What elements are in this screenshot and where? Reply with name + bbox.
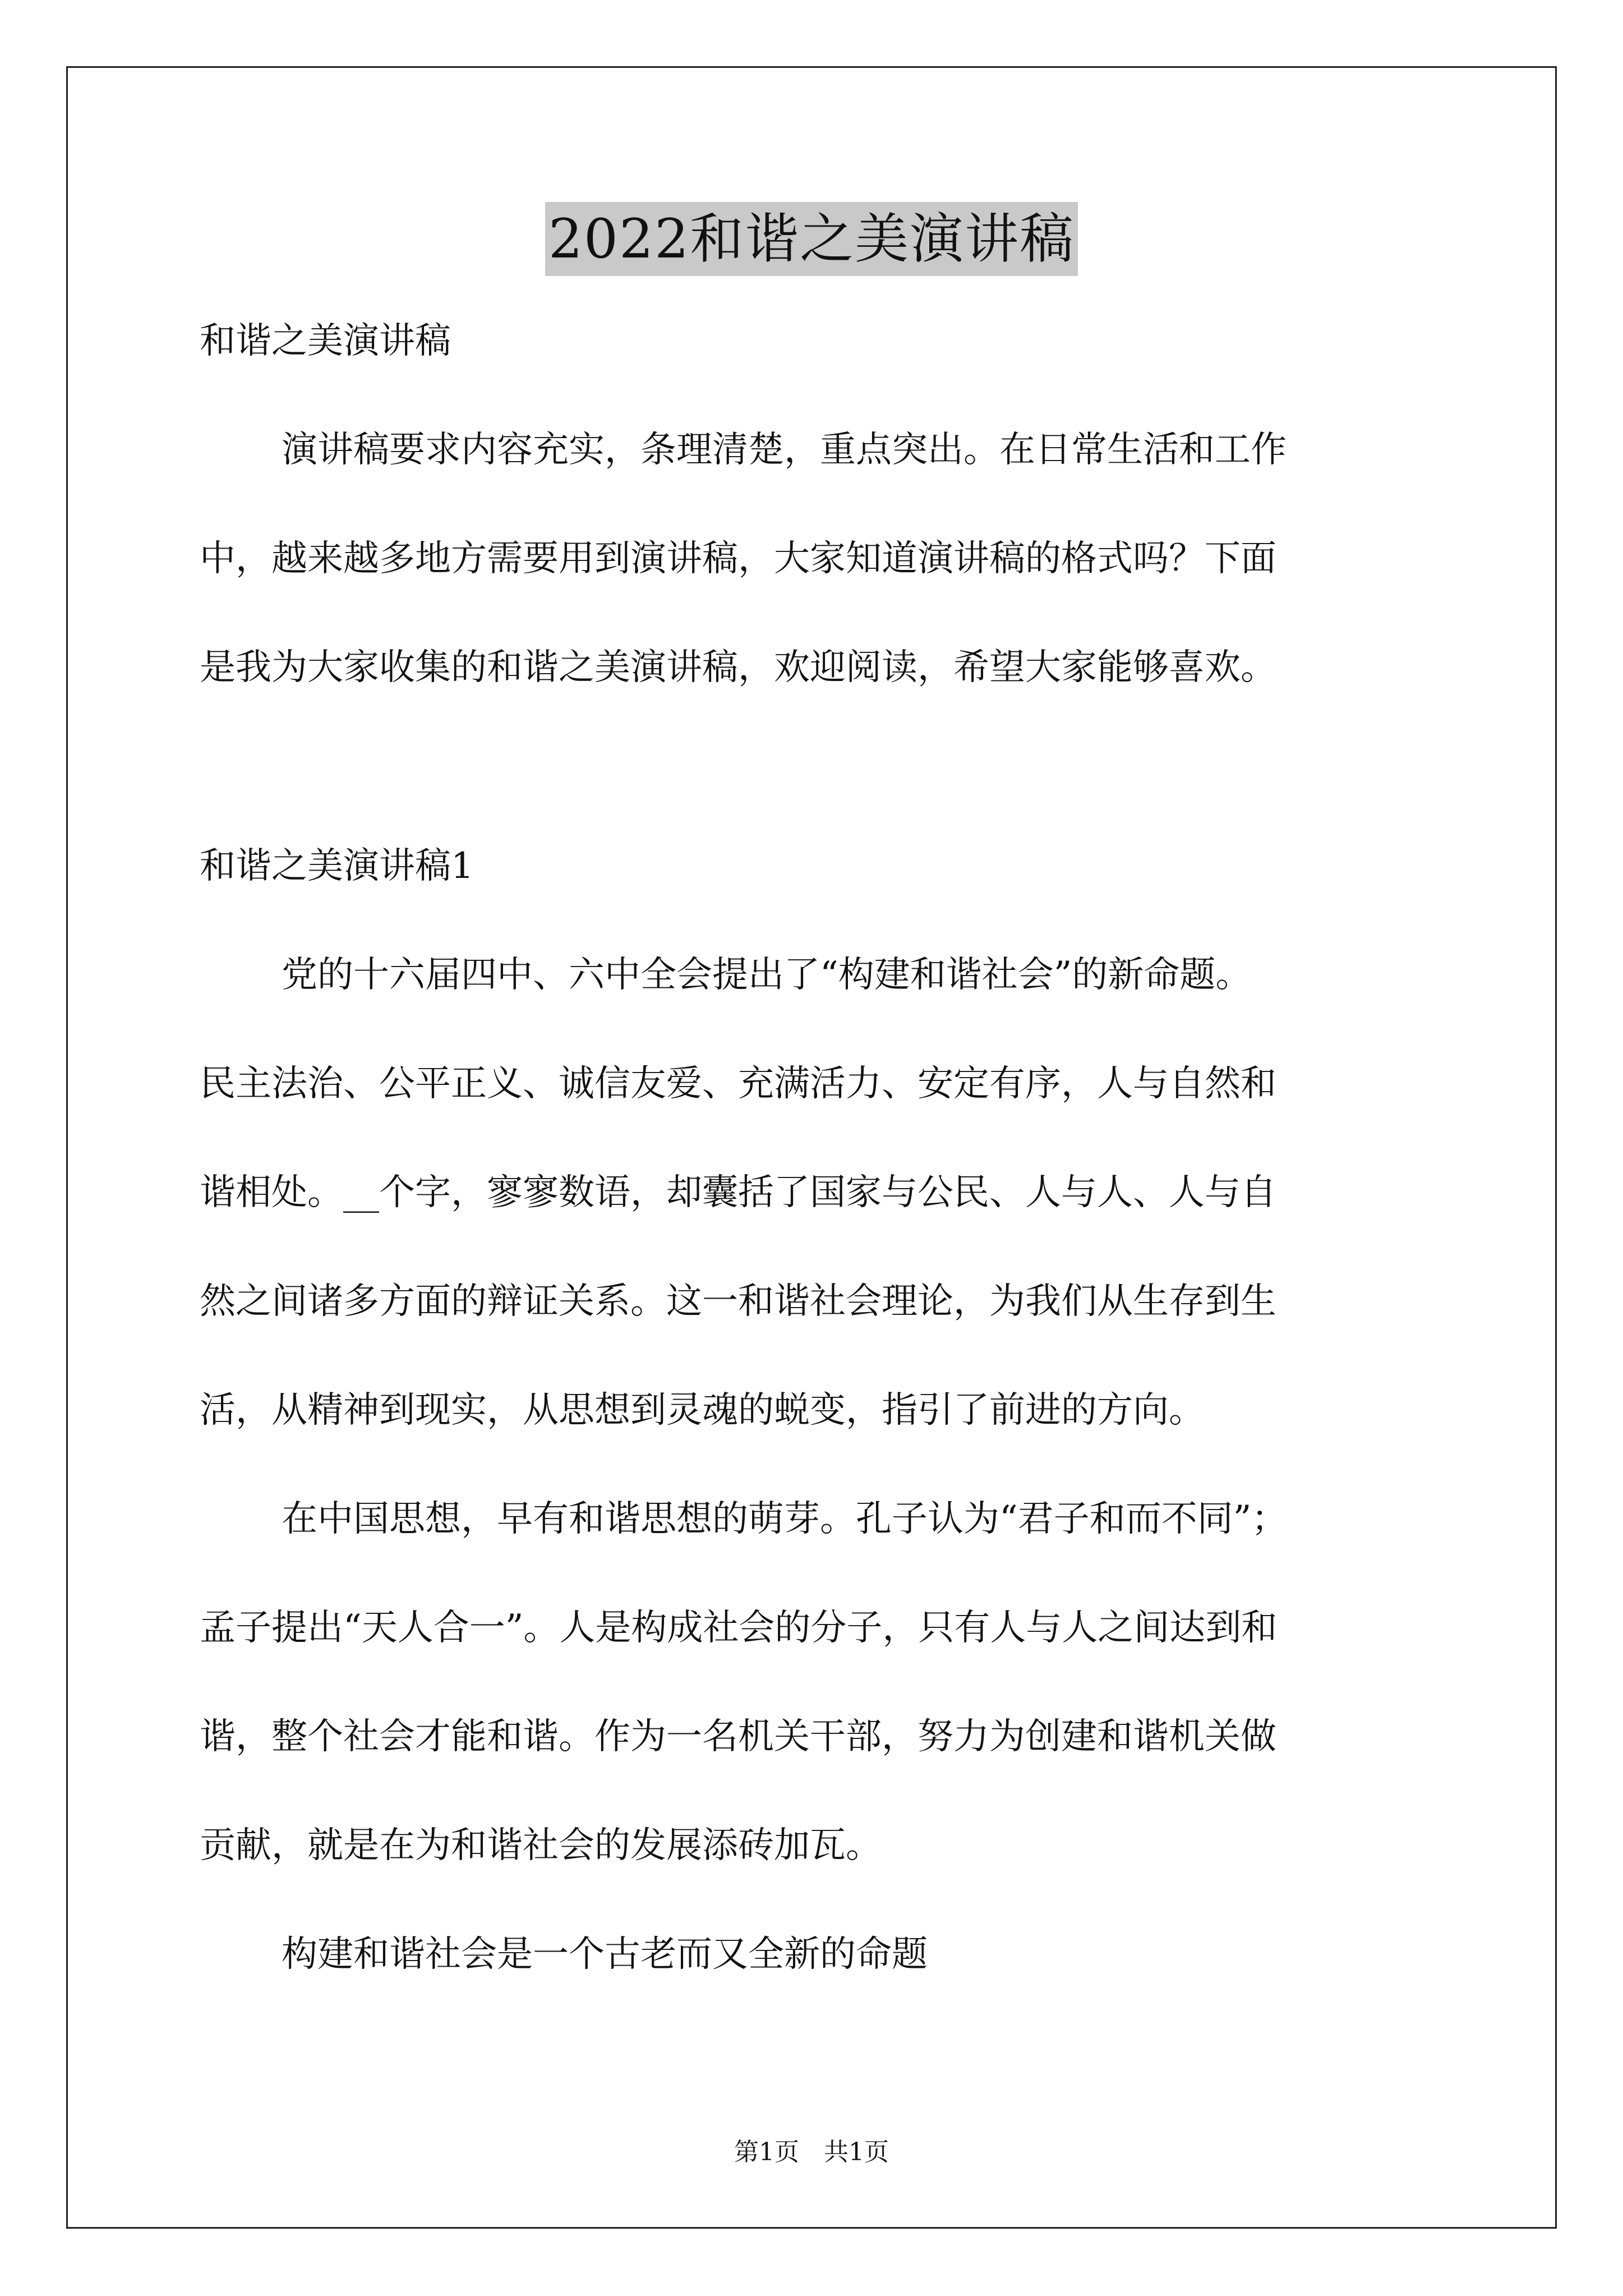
document-title: 2022和谐之美演讲稿 — [545, 202, 1078, 276]
paragraph-line: 构建和谐社会是一个古老而又全新的命题 — [282, 1934, 928, 1975]
title-container — [0, 202, 1623, 276]
section-heading: 和谐之美演讲稿1 — [200, 845, 474, 887]
page-number: 第1页 — [734, 2138, 799, 2166]
paragraph-line: 谐相处。__个字，寥寥数语，却囊括了国家与公民、人与人、人与自 — [200, 1172, 1276, 1213]
document-body — [200, 314, 1433, 2036]
section-heading: 和谐之美演讲稿 — [200, 320, 451, 362]
paragraph-line: 孟子提出“天人合一”。人是构成社会的分子，只有人与人之间达到和 — [200, 1607, 1278, 1649]
paragraph-line: 贡献，就是在为和谐社会的发展添砖加瓦。 — [200, 1825, 882, 1866]
page-total: 共1页 — [824, 2138, 889, 2166]
paragraph-line: 活，从精神到现实，从思想到灵魂的蜕变，指引了前进的方向。 — [200, 1389, 1205, 1431]
paragraph-line: 谐，整个社会才能和谐。作为一名机关干部，努力为创建和谐机关做 — [200, 1716, 1276, 1757]
paragraph-line: 演讲稿要求内容充实，条理清楚，重点突出。在日常生活和工作 — [282, 429, 1287, 471]
paragraph-line: 是我为大家收集的和谐之美演讲稿，欢迎阅读，希望大家能够喜欢。 — [200, 647, 1276, 688]
paragraph-line: 在中国思想，早有和谐思想的萌芽。孔子认为“君子和而不同”； — [282, 1498, 1288, 1540]
paragraph-line: 民主法治、公平正义、诚信友爱、充满活力、安定有序，人与自然和 — [200, 1063, 1276, 1105]
paragraph-line: 然之间诸多方面的辩证关系。这一和谐社会理论，为我们从生存到生 — [200, 1281, 1276, 1322]
paragraph-line: 中，越来越多地方需要用到演讲稿，大家知道演讲稿的格式吗？下面 — [200, 538, 1276, 579]
page-footer — [0, 2132, 1623, 2168]
paragraph-line: 党的十六届四中、六中全会提出了“构建和谐社会”的新命题。 — [282, 954, 1252, 996]
